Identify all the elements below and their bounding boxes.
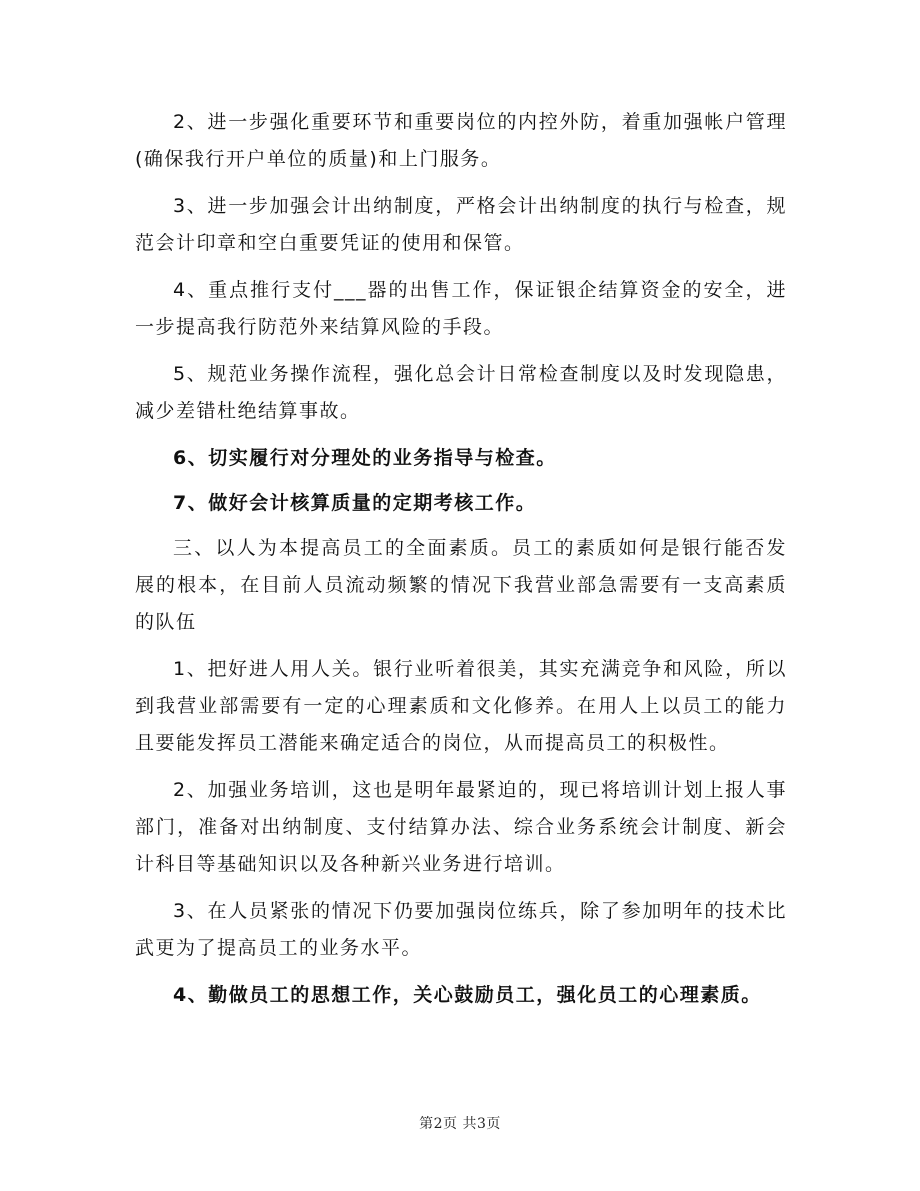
- paragraph-item-4: 4、重点推行支付___器的出售工作，保证银企结算资金的安全，进一步提高我行防范外来结算风险的手段。: [135, 279, 787, 338]
- paragraph-item-5: 5、规范业务操作流程，强化总会计日常检查制度以及时发现隐患，减少差错杜绝结算事故。: [135, 363, 787, 422]
- page-number-footer: 第2页 共3页: [419, 1116, 501, 1132]
- paragraph-item-2: 2、进一步强化重要环节和重要岗位的内控外防，着重加强帐户管理(确保我行开户单位的质量)和上门服务。: [135, 111, 787, 170]
- paragraph-item-6: 6、切实履行对分理处的业务指导与检查。: [173, 447, 557, 469]
- paragraph-staff-1: 1、把好进人用人关。银行业听着很美，其实充满竞争和风险，所以到我营业部需要有一定的心理素质和文化修养。在用人上以员工的能力且要能发挥员工潜能来确定适合的岗位，从而提高员工的积极性。: [135, 658, 787, 754]
- paragraph-item-3: 3、进一步加强会计出纳制度，严格会计出纳制度的执行与检查，规范会计印章和空白重要凭证的使用和保管。: [135, 195, 787, 254]
- section-three-paragraph: 三、以人为本提高员工的全面素质。员工的素质如何是银行能否发展的根本，在目前人员流动频繁的情况下我营业部急需要有一支高素质的队伍: [135, 537, 787, 633]
- document-body: [135, 104, 787, 1014]
- paragraph-staff-2: 2、加强业务培训，这也是明年最紧迫的，现已将培训计划上报人事部门，准备对出纳制度、支付结算办法、综合业务系统会计制度、新会计科目等基础知识以及各种新兴业务进行培训。: [135, 779, 787, 875]
- paragraph-staff-4: 4、勤做员工的思想工作，关心鼓励员工，强化员工的心理素质。: [173, 984, 762, 1006]
- paragraph-item-7: 7、做好会计核算质量的定期考核工作。: [173, 492, 537, 514]
- paragraph-staff-3: 3、在人员紧张的情况下仍要加强岗位练兵，除了参加明年的技术比武更为了提高员工的业务水平。: [135, 900, 787, 959]
